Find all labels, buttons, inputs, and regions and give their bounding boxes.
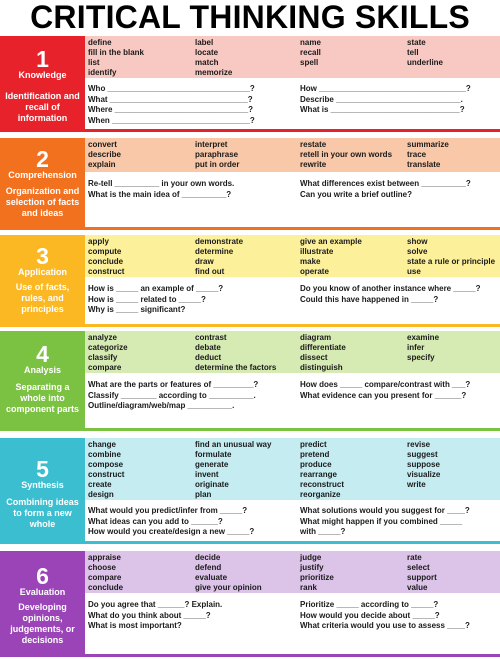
verb-column — [195, 553, 262, 593]
question-item: Could this have happened in _____? — [300, 294, 439, 304]
verb-item: infer — [407, 343, 425, 352]
verb-item: give an example — [300, 237, 362, 246]
verb-item: support — [407, 573, 437, 582]
verb-item: interpret — [195, 140, 228, 149]
verb-item: examine — [407, 333, 440, 342]
verb-item: compare — [88, 363, 122, 372]
question-item: What solutions would you suggest for ____? — [300, 506, 470, 515]
verb-item: use — [407, 267, 421, 276]
verb-column — [195, 440, 271, 500]
verb-column — [407, 140, 449, 170]
level-name: Knowledge — [18, 70, 67, 80]
level-number: 1 — [36, 46, 49, 72]
question-column-right — [300, 284, 481, 305]
verb-item: justify — [300, 563, 324, 572]
question-item: What differences exist between __________? — [300, 179, 471, 188]
verb-item: explain — [88, 160, 116, 169]
question-stems — [85, 179, 500, 227]
verb-item: put in order — [195, 160, 240, 169]
verb-item: choose — [88, 563, 117, 572]
verb-item: revise — [407, 440, 431, 449]
verb-item: generate — [195, 460, 229, 469]
verb-item: define — [88, 38, 112, 47]
verb-item: apply — [88, 237, 109, 246]
level-section-evaluation — [0, 551, 500, 657]
verb-item: categorize — [88, 343, 128, 352]
level-section-comprehension — [0, 138, 500, 230]
question-column-right — [300, 380, 470, 401]
verb-item: distinguish — [300, 363, 343, 372]
verb-item: compose — [88, 460, 124, 469]
question-item: How would you decide about _____? — [300, 610, 440, 620]
verb-column — [88, 140, 121, 170]
question-item: What _______________________________? — [88, 94, 253, 104]
question-item: Why is _____ significant? — [88, 305, 186, 314]
verb-item: diagram — [300, 333, 332, 342]
verb-list — [85, 551, 500, 593]
question-column-right — [300, 600, 470, 632]
verb-column — [300, 237, 362, 277]
question-item: What is the main idea of __________? — [88, 189, 232, 199]
verb-list — [85, 438, 500, 500]
level-section-analysis — [0, 331, 500, 431]
level-description: Developing opinions, judgements, or decisions — [10, 602, 75, 645]
verb-column — [88, 237, 124, 277]
verb-item: memorize — [195, 68, 233, 77]
level-number: 6 — [36, 563, 49, 589]
verb-column — [300, 38, 321, 68]
verb-item: compute — [88, 247, 122, 256]
verb-item: construct — [88, 267, 125, 276]
verb-item: appraise — [88, 553, 121, 562]
question-item: How does _____ compare/contrast with ___? — [300, 380, 471, 389]
level-number: 4 — [36, 341, 49, 367]
question-column-left — [88, 84, 255, 126]
verb-item: state a rule or principle — [407, 257, 496, 266]
verb-item: create — [88, 480, 112, 489]
verb-item: state — [407, 38, 426, 47]
verb-item: find out — [195, 267, 225, 276]
verb-item: rate — [407, 553, 422, 562]
question-item: Do you know of another instance where _____? — [300, 284, 481, 293]
question-item: How is _____ an example of _____? — [88, 284, 224, 293]
verb-item: write — [407, 480, 426, 489]
verb-item: conclude — [88, 257, 124, 266]
level-name: Application — [18, 267, 67, 277]
verb-item: rank — [300, 583, 317, 592]
level-number: 5 — [36, 456, 49, 482]
question-item: Do you agree that ______? Explain. — [88, 600, 223, 609]
verb-item: fill in the blank — [88, 48, 145, 57]
verb-column — [300, 333, 346, 373]
verb-item: contrast — [195, 333, 227, 342]
verb-item: give your opinion — [195, 583, 262, 592]
verb-item: restate — [300, 140, 327, 149]
verb-item: locate — [195, 48, 219, 57]
verb-item: classify — [88, 353, 118, 362]
level-side-panel — [0, 36, 85, 129]
verb-item: translate — [407, 160, 441, 169]
question-column-left — [88, 179, 234, 200]
verb-item: pretend — [300, 450, 330, 459]
verb-column — [88, 553, 123, 593]
verb-item: label — [195, 38, 214, 47]
question-item: What do you think about _____? — [88, 610, 211, 620]
verb-column — [407, 237, 495, 277]
question-item: What is _____________________________? — [300, 105, 465, 114]
verb-item: tell — [407, 48, 419, 57]
verb-item: make — [300, 257, 321, 266]
level-section-knowledge — [0, 36, 500, 132]
level-name: Comprehension — [8, 170, 77, 180]
verb-item: illustrate — [300, 247, 334, 256]
verb-item: spell — [300, 58, 319, 67]
verb-item: show — [407, 237, 428, 246]
verb-item: debate — [195, 343, 221, 352]
question-column-right — [300, 506, 470, 538]
question-item: with _____? — [300, 527, 346, 536]
verb-item: dissect — [300, 353, 328, 362]
question-item: What are the parts or features of _________? — [88, 380, 259, 389]
question-item: How is _____ related to _____? — [88, 294, 206, 304]
level-description: Use of facts, rules, and principles — [15, 282, 70, 314]
level-description: Combining ideas to form a new whole — [6, 497, 79, 529]
level-section-synthesis — [0, 438, 500, 544]
level-side-panel — [0, 551, 85, 654]
verb-column — [88, 38, 144, 78]
verb-item: specify — [407, 353, 435, 362]
question-item: What criteria would you use to assess ____? — [300, 621, 470, 630]
level-side-panel — [0, 438, 85, 541]
question-column-right — [300, 179, 471, 200]
question-stems — [85, 380, 500, 428]
question-item: How would you create/design a new _____? — [88, 527, 255, 536]
verb-list — [85, 235, 500, 277]
verb-item: judge — [300, 553, 322, 562]
level-name: Evaluation — [19, 587, 66, 597]
verb-item: name — [300, 38, 321, 47]
question-item: Outline/diagram/web/map __________. — [88, 401, 235, 410]
level-side-panel — [0, 331, 85, 428]
question-item: Where ______________________________? — [88, 105, 254, 114]
verb-item: originate — [195, 480, 229, 489]
verb-column — [195, 38, 232, 78]
question-item: Can you write a brief outline? — [300, 189, 413, 199]
verb-item: identify — [88, 68, 117, 77]
level-description: Identification and recall of information — [5, 91, 80, 123]
verb-item: combine — [88, 450, 121, 459]
verb-column — [195, 333, 276, 373]
verb-column — [300, 440, 344, 500]
verb-item: convert — [88, 140, 117, 149]
question-column-right — [300, 84, 471, 116]
verb-item: invent — [195, 470, 219, 479]
question-column-left — [88, 506, 254, 538]
question-stems — [85, 506, 500, 541]
level-name: Synthesis — [21, 480, 64, 490]
verb-item: summarize — [407, 140, 449, 149]
verb-item: trace — [407, 150, 427, 159]
verb-item: reorganize — [300, 490, 341, 499]
question-column-left — [88, 600, 222, 632]
verb-item: rearrange — [300, 470, 337, 479]
verb-item: find an unusual way — [195, 440, 272, 449]
verb-column — [195, 237, 243, 277]
verb-item: rewrite — [300, 160, 327, 169]
verb-item: describe — [88, 150, 121, 159]
verb-item: deduct — [195, 353, 222, 362]
level-description: Separating a whole into component parts — [5, 382, 79, 414]
page-title: CRITICAL THINKING SKILLS — [30, 0, 470, 35]
verb-column — [407, 553, 437, 593]
level-description: Organization and selection of facts and ideas — [5, 186, 80, 218]
verb-item: predict — [300, 440, 327, 449]
question-item: Classify ________ according to __________. — [88, 390, 256, 400]
verb-item: evaluate — [195, 573, 228, 582]
question-item: What would you predict/infer from _____? — [88, 506, 248, 515]
verb-item: determine — [195, 247, 234, 256]
question-item: What ideas can you add to ______? — [88, 516, 223, 526]
verb-item: underline — [407, 58, 444, 67]
question-item: What is most important? — [88, 621, 182, 630]
verb-item: prioritize — [300, 573, 334, 582]
verb-item: compare — [88, 573, 122, 582]
question-stems — [85, 284, 500, 324]
verb-item: plan — [195, 490, 212, 499]
verb-item: draw — [195, 257, 214, 266]
verb-item: suppose — [407, 460, 440, 469]
verb-item: design — [88, 490, 114, 499]
verb-column — [88, 440, 124, 500]
verb-item: list — [88, 58, 100, 67]
verb-item: formulate — [195, 450, 232, 459]
verb-item: select — [407, 563, 430, 572]
question-item: Prioritize _____ according to _____? — [300, 600, 439, 609]
level-name: Analysis — [23, 365, 62, 375]
question-item: Describe ____________________________. — [300, 94, 463, 104]
question-item: What might happen if you combined _____ — [300, 516, 463, 526]
verb-list — [85, 36, 500, 78]
verb-item: produce — [300, 460, 332, 469]
verb-item: visualize — [407, 470, 441, 479]
verb-item: recall — [300, 48, 321, 57]
verb-item: operate — [300, 267, 329, 276]
level-number: 3 — [36, 243, 49, 269]
verb-column — [300, 553, 334, 593]
verb-item: paraphrase — [195, 150, 239, 159]
verb-column — [407, 38, 443, 68]
verb-column — [300, 140, 392, 170]
verb-item: defend — [195, 563, 222, 572]
question-column-left — [88, 284, 223, 316]
verb-column — [407, 440, 440, 490]
verb-column — [195, 140, 239, 170]
verb-item: construct — [88, 470, 125, 479]
level-side-panel — [0, 235, 85, 324]
verb-item: determine the factors — [195, 363, 277, 372]
level-side-panel — [0, 138, 85, 227]
level-section-application — [0, 235, 500, 327]
question-column-left — [88, 380, 258, 412]
verb-list — [85, 138, 500, 172]
question-item: What evidence can you present for ______? — [300, 390, 467, 400]
verb-item: match — [195, 58, 219, 67]
question-stems — [85, 84, 500, 129]
verb-item: solve — [407, 247, 428, 256]
verb-item: decide — [195, 553, 221, 562]
verb-item: analyze — [88, 333, 117, 342]
question-stems — [85, 600, 500, 654]
verb-item: change — [88, 440, 117, 449]
question-item: Re-tell __________ in your own words. — [88, 179, 235, 188]
verb-column — [407, 333, 439, 363]
verb-item: demonstrate — [195, 237, 244, 246]
verb-item: differentiate — [300, 343, 346, 352]
verb-column — [88, 333, 128, 373]
verb-item: conclude — [88, 583, 124, 592]
verb-item: reconstruct — [300, 480, 345, 489]
question-item: When _______________________________? — [88, 115, 255, 125]
level-number: 2 — [36, 146, 49, 172]
verb-item: value — [407, 583, 428, 592]
verb-item: retell in your own words — [300, 150, 393, 159]
verb-list — [85, 331, 500, 373]
question-item: Who ________________________________? — [88, 84, 255, 93]
verb-item: suggest — [407, 450, 438, 459]
question-item: How _________________________________? — [300, 84, 471, 93]
